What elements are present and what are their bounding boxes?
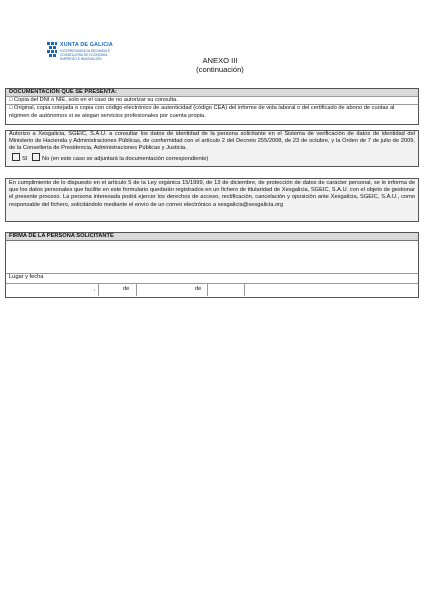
signature-section	[5, 232, 419, 298]
logo-subtitle-line: VICEPRESIDENCIA SEGUNDA E	[60, 49, 111, 53]
xunta-logo	[46, 41, 136, 69]
page-title: ANEXO III	[202, 56, 238, 65]
place-field[interactable]	[6, 284, 93, 296]
no-label: No (en este caso se adjuntará la documentación correspondiente)	[41, 155, 209, 162]
comma-separator: ,	[94, 286, 96, 293]
page-subtitle: (continuación)	[196, 65, 244, 74]
si-checkbox[interactable]	[12, 153, 20, 161]
xunta-emblem-icon	[46, 41, 58, 59]
logo-subtitle-line: CONSELLERÍA DE ECONOMÍA,	[60, 53, 109, 58]
logo-title: XUNTA DE GALICIA	[60, 42, 113, 48]
si-label: SI	[22, 155, 28, 162]
data-protection-text: En cumplimiento de lo dispuesto en el artículo 5 de la Ley orgánica 15/1999, de 13 de diciembre, de protección de datos de carácter personal, se le informa de que los datos personales que facilite en este formulario quedarán registrados en un fichero de titularidad de Xesgalicia, SGEIC, S.A.U. con el objeto de gestionar el presente proceso. La persona interesada podrá ejercer los derechos de acceso, rectificación, cancelación y oposición ante Xesgalicia, SGEIC, S.A.U., como responsable del fichero, solicitándolo mediante el envío de un correo electrónico a xesgalicia@xesgalicia.org	[9, 180, 415, 208]
signature-heading: FIRMA DE LA PERSONA SOLICITANTE	[6, 233, 418, 241]
authorization-options	[9, 153, 415, 163]
logo-subtitle-line: EMPREGO E INNOVACIÓN	[60, 57, 102, 62]
documentation-item[interactable]: □ Original, copia cotejada o copia con código electrónico de autenticidad (código CEA) del informe de vida laboral o del certificado de abono de cuotas al régimen de autónomos si se alegan servicios profesionales por cuenta propia.	[6, 104, 418, 119]
documentation-item[interactable]: □ Copia del DNI o NIE, solo en el caso de no autorizar su consulta.	[6, 96, 418, 104]
document-header	[170, 56, 270, 74]
day-field[interactable]	[98, 284, 120, 296]
year-field[interactable]	[207, 284, 245, 296]
place-date-row	[6, 283, 418, 296]
data-protection-section	[5, 178, 419, 222]
month-field[interactable]	[136, 284, 192, 296]
logo-subtitle	[60, 49, 110, 61]
place-date-label: Lugar y fecha	[6, 273, 418, 283]
de-separator-1: de	[123, 286, 130, 293]
authorization-section	[5, 130, 419, 167]
documentation-heading: DOCUMENTACIÓN QUE SE PRESENTA:	[6, 89, 418, 96]
signature-field[interactable]	[6, 241, 418, 273]
de-separator-2: de	[195, 286, 202, 293]
no-checkbox[interactable]	[32, 153, 40, 161]
authorization-text: Autorizo a Xesgalicia, SGEIC, S.A.U. a consultar los datos de identidad de la persona solicitante en el Sistema de verificación de datos de identidad del Ministerio de Hacienda y Administraciones Públicas, de conformidad con el artículo 2 del Decreto 255/2008, de 23 de octubre, y la Orden de 7 de julio de 2009, de la Consellería de Presidencia, Administraciones Públicas y Justicia.	[9, 131, 415, 152]
documentation-section	[5, 88, 419, 125]
